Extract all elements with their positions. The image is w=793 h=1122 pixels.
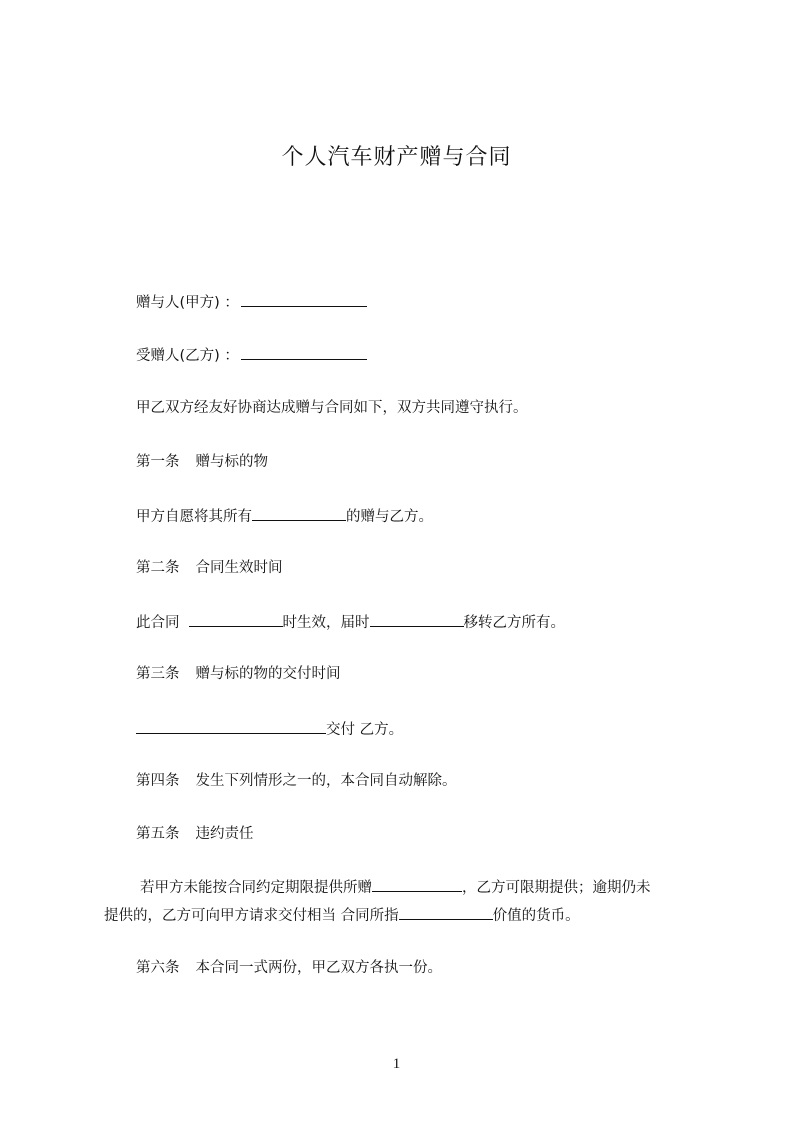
donee-blank[interactable] bbox=[241, 344, 367, 360]
article-5-number: 第五条 bbox=[136, 826, 180, 842]
article-5-line-1 bbox=[104, 874, 704, 902]
article-3-text-b: 交付 乙方。 bbox=[326, 722, 404, 738]
document-title: 个人汽车财产赠与合同 bbox=[281, 145, 512, 170]
article-1-number: 第一条 bbox=[136, 454, 180, 470]
article-6-heading bbox=[136, 958, 442, 978]
article-2-number: 第二条 bbox=[136, 560, 180, 576]
donor-label: 赠与人(甲方) ： bbox=[136, 295, 239, 311]
article-3-body bbox=[136, 718, 403, 740]
article-2-blank-1[interactable] bbox=[189, 611, 283, 627]
article-4-title: 发生下列情形之一的，本合同自动解除。 bbox=[195, 773, 457, 789]
article-2-blank-2[interactable] bbox=[370, 611, 464, 627]
article-1-body bbox=[136, 505, 433, 527]
article-2-text-c: 移转乙方所有。 bbox=[463, 615, 565, 631]
article-2-body bbox=[136, 611, 565, 633]
donor-line bbox=[136, 291, 367, 313]
article-1-blank[interactable] bbox=[252, 505, 346, 521]
article-6-number: 第六条 bbox=[136, 960, 180, 976]
article-1-text-a: 甲方自愿将其所有 bbox=[136, 509, 252, 525]
article-6-title: 本合同一式两份，甲乙双方各执一份。 bbox=[195, 960, 442, 976]
article-5-heading bbox=[136, 824, 254, 844]
article-2-text-a: 此合同 bbox=[136, 615, 180, 631]
article-4-number: 第四条 bbox=[136, 773, 180, 789]
article-5-text-d: 价值的货币。 bbox=[492, 908, 580, 924]
page-number: 1 bbox=[392, 1056, 401, 1072]
article-1-title: 赠与标的物 bbox=[195, 454, 268, 470]
article-3-heading bbox=[136, 664, 341, 684]
donee-line bbox=[136, 344, 367, 366]
article-5-line-2 bbox=[104, 902, 704, 930]
article-3-blank[interactable] bbox=[136, 718, 326, 734]
donor-blank[interactable] bbox=[241, 291, 367, 307]
intro-text: 甲乙双方经友好协商达成赠与合同如下，双方共同遵守执行。 bbox=[136, 400, 528, 416]
article-3-title: 赠与标的物的交付时间 bbox=[195, 666, 341, 682]
article-1-heading bbox=[136, 452, 268, 472]
article-4-heading bbox=[136, 771, 457, 791]
article-2-heading bbox=[136, 558, 283, 578]
donee-label: 受赠人(乙方) ： bbox=[136, 348, 239, 364]
article-5-text-b: ，乙方可限期提供；逾期仍未 bbox=[462, 880, 651, 896]
article-5-blank-1[interactable] bbox=[372, 876, 462, 892]
article-5-title: 违约责任 bbox=[195, 826, 254, 842]
article-3-number: 第三条 bbox=[136, 666, 180, 682]
article-2-title: 合同生效时间 bbox=[195, 560, 283, 576]
article-5-text-a: 若甲方未能按合同约定期限提供所赠 bbox=[140, 880, 372, 896]
article-5-text-c: 提供的，乙方可向甲方请求交付相当 合同所指 bbox=[104, 908, 399, 924]
article-2-text-b: 时生效，届时 bbox=[282, 615, 370, 631]
article-1-text-b: 的赠与乙方。 bbox=[346, 509, 433, 525]
article-5-body bbox=[104, 874, 704, 930]
article-5-blank-2[interactable] bbox=[399, 904, 493, 920]
